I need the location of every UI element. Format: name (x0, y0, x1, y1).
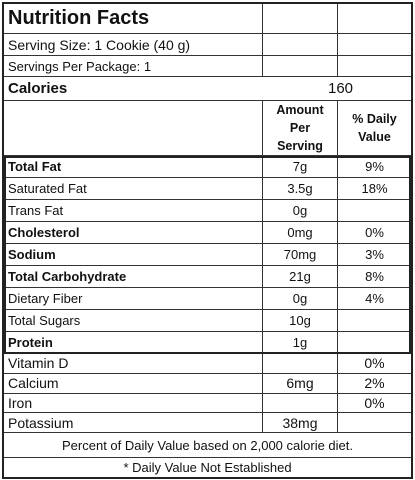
vitamin-daily-value (337, 413, 411, 432)
label-title: Nutrition Facts (8, 7, 150, 29)
nutrient-daily-value: 18% (337, 178, 411, 199)
vitamin-row (4, 413, 411, 433)
nutrient-daily-value: 9% (337, 156, 411, 177)
nutrient-amount: 3.5g (262, 178, 337, 199)
nutrient-label: Total Carbohydrate (8, 269, 127, 284)
nutrition-facts-label (2, 2, 413, 479)
footnote-daily-value: Percent of Daily Value based on 2,000 calorie diet. (62, 437, 353, 453)
vitamin-label: Calcium (8, 375, 59, 392)
vitamin-daily-value: 2% (337, 374, 411, 393)
vitamin-label: Potassium (8, 414, 74, 431)
nutrient-label: Total Fat (8, 159, 62, 174)
title-row (4, 4, 411, 34)
vitamin-row (4, 394, 411, 414)
nutrient-daily-value: 3% (337, 244, 411, 265)
vitamin-daily-value: 0% (337, 394, 411, 413)
servings-dv-cell (337, 56, 411, 76)
serving-dv-cell (337, 34, 411, 55)
calories-label: Calories (8, 80, 68, 97)
calories-row (4, 77, 411, 101)
nutrient-amount: 0g (262, 200, 337, 221)
title-amount-cell (262, 4, 337, 33)
nutrient-amount: 0g (262, 288, 337, 309)
servings-per-package-row (4, 56, 411, 77)
nutrient-amount: 21g (262, 266, 337, 287)
vitamin-row (4, 374, 411, 394)
nutrient-daily-value (337, 310, 411, 331)
servings-per-package: Servings Per Package: 1 (8, 58, 152, 74)
header-daily-value: % Daily Value (337, 101, 411, 155)
vitamin-label: Iron (8, 394, 33, 411)
serving-size-row (4, 34, 411, 56)
nutrient-label: Trans Fat (8, 203, 64, 218)
nutrient-label: Cholesterol (8, 225, 80, 240)
nutrient-row (4, 266, 411, 288)
nutrient-row (4, 332, 411, 354)
nutrient-label: Saturated Fat (8, 181, 87, 196)
nutrient-label: Sodium (8, 247, 56, 262)
nutrient-amount: 7g (262, 156, 337, 177)
nutrient-row (4, 200, 411, 222)
nutrient-row (4, 156, 411, 178)
serving-amount-cell (262, 34, 337, 55)
vitamin-amount: 6mg (262, 374, 337, 393)
nutrient-label: Dietary Fiber (8, 291, 83, 306)
header-amount-per-serving: Amount Per Serving (262, 101, 337, 155)
nutrient-amount: 10g (262, 310, 337, 331)
header-blank (4, 101, 262, 155)
serving-size: Serving Size: 1 Cookie (40 g) (8, 36, 191, 53)
nutrient-amount: 1g (262, 332, 337, 353)
nutrient-row (4, 288, 411, 310)
footnote-not-established: * Daily Value Not Established (123, 460, 292, 475)
calories-value: 160 (327, 80, 354, 97)
nutrient-daily-value (337, 200, 411, 221)
vitamin-amount (262, 354, 337, 373)
nutrient-daily-value: 0% (337, 222, 411, 243)
nutrient-daily-value: 4% (337, 288, 411, 309)
nutrient-daily-value: 8% (337, 266, 411, 287)
nutrient-label: Protein (8, 335, 53, 350)
column-header-row (4, 101, 411, 156)
nutrient-row (4, 244, 411, 266)
vitamin-row (4, 354, 411, 374)
footnote2-row (4, 458, 411, 477)
footnote-row (4, 433, 411, 458)
nutrient-amount: 70mg (262, 244, 337, 265)
nutrient-row (4, 310, 411, 332)
vitamin-amount: 38mg (262, 413, 337, 432)
nutrient-row (4, 178, 411, 200)
nutrient-daily-value (337, 332, 411, 353)
title-dv-cell (337, 4, 411, 33)
vitamin-amount (262, 394, 337, 413)
vitamin-label: Vitamin D (8, 355, 69, 372)
vitamin-daily-value: 0% (337, 354, 411, 373)
servings-amount-cell (262, 56, 337, 76)
nutrient-label: Total Sugars (8, 313, 81, 328)
nutrient-row (4, 222, 411, 244)
nutrient-amount: 0mg (262, 222, 337, 243)
